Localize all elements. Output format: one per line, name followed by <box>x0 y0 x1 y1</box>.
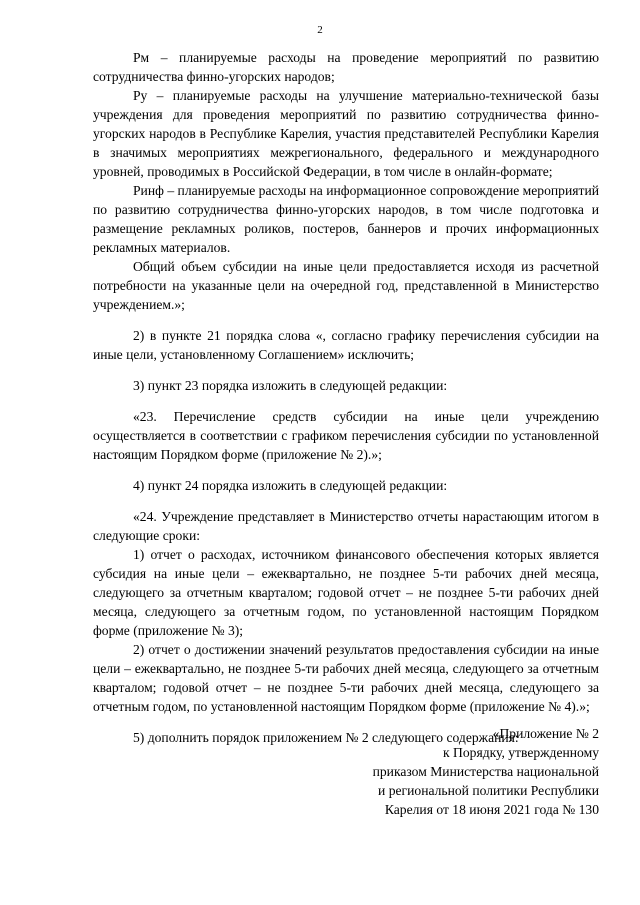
appendix-line: к Порядку, утвержденному <box>443 745 599 760</box>
paragraph-item-4: 4) пункт 24 порядка изложить в следующей редакции: <box>133 478 448 493</box>
appendix-header <box>300 724 599 819</box>
document-body <box>93 48 599 747</box>
appendix-line: «Приложение № 2 <box>492 726 599 741</box>
paragraph-item-5: 5) дополнить порядок приложением № 2 следующего содержания: <box>133 730 519 745</box>
appendix-line: приказом Министерства национальной <box>372 764 599 779</box>
paragraph-ru: Ру – планируемые расходы на улучшение материально-технической базы учреждения для проведения мероприятий по развитию сотрудничества финно-угорских народов в Республике Карелия, участия представителей Республики Карелия в значимых мероприятиях межрегионального, федерального и международного уровней, проводимых в Российской Федерации, в том числе в онлайн-формате; <box>93 88 599 179</box>
appendix-line: Карелия от 18 июня 2021 года № 130 <box>384 802 599 817</box>
paragraph-rm: Рм – планируемые расходы на проведение мероприятий по развитию сотрудничества финно-угорских народов; <box>93 50 599 84</box>
paragraph-subitem-1: 1) отчет о расходах, источником финансового обеспечения которых является субсидия на иные цели – ежеквартально, не позднее 5-ти рабочих дней месяца, следующего за отчетным кварталом; годовой отчет – не позднее 5-ти рабочих дней месяца, следующего за отчетным годом, по установленной настоящим Порядком форме (приложение № 3); <box>93 547 599 638</box>
appendix-line: и региональной политики Республики <box>378 783 599 798</box>
paragraph-item-3: 3) пункт 23 порядка изложить в следующей редакции: <box>133 378 448 393</box>
paragraph-clause-23: «23. Перечисление средств субсидии на иные цели учреждению осуществляется в соответствии с графиком перечисления субсидии по установленной настоящим Порядком форме (приложение № 2).»; <box>93 409 599 462</box>
paragraph-item-2: 2) в пункте 21 порядка слова «, согласно графику перечисления субсидии на иные цели, установленному Соглашением» исключить; <box>93 328 599 362</box>
paragraph-subitem-2: 2) отчет о достижении значений результатов предоставления субсидии на иные цели – ежеквартально, не позднее 5-ти рабочих дней месяца, следующего за отчетным кварталом; годовой отчет – не позднее 5-ти рабочих дней месяца, следующего за отчетным годом, по установленной настоящим Порядком форме (приложение № 4).»; <box>93 642 599 714</box>
page-number: 2 <box>317 24 323 36</box>
paragraph-rinf: Ринф – планируемые расходы на информационное сопровождение мероприятий по развитию сотрудничества финно-угорских народов, в том числе подготовка и размещение рекламных роликов, постеров, баннеров и прочих информационных рекламных материалов. <box>93 183 599 255</box>
paragraph-clause-24: «24. Учреждение представляет в Министерство отчеты нарастающим итогом в следующие сроки: <box>93 509 599 543</box>
paragraph-total-volume: Общий объем субсидии на иные цели предоставляется исходя из расчетной потребности на указанные цели на очередной год, представленной в Министерство учреждением.»; <box>93 259 599 312</box>
